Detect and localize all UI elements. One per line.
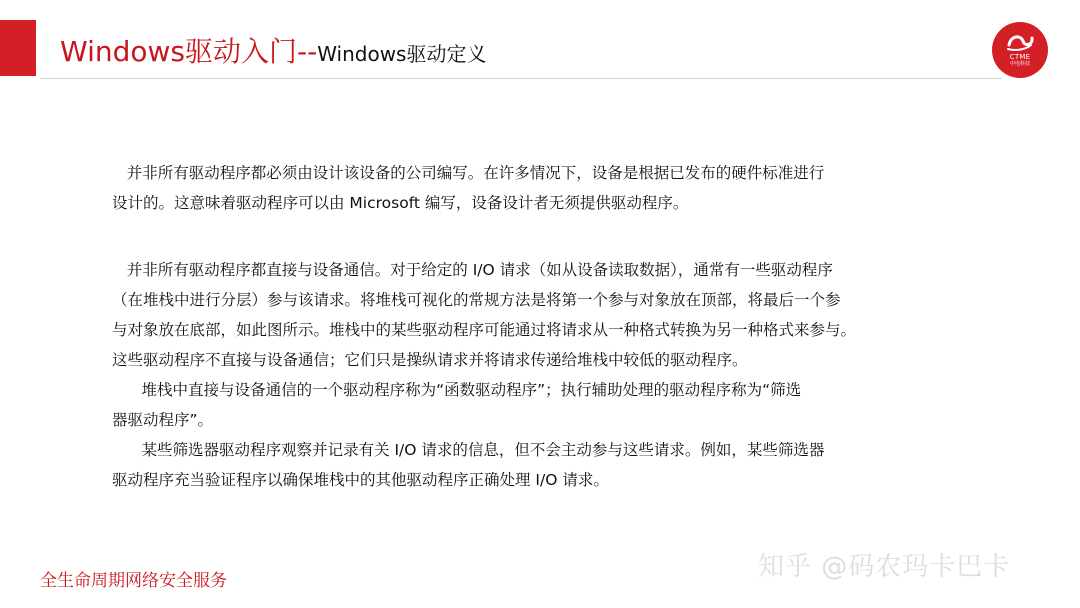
title-accent-bar (0, 20, 36, 76)
text-line: 与对象放在底部，如此图所示。堆栈中的某些驱动程序可能通过将请求从一种格式转换为另一种格式来参与。 (112, 321, 857, 339)
text-line: 这些驱动程序不直接与设备通信；它们只是操纵请求并将请求传递给堆栈中较低的驱动程序。 (112, 351, 748, 369)
footer-slogan: 全生命周期网络安全服务 (40, 571, 227, 591)
logo-cn-text: 中电科技 (1009, 61, 1030, 67)
text-line: （在堆栈中进行分层）参与该请求。将堆栈可视化的常规方法是将第一个参与对象放在顶部，将最后一个参 (112, 291, 841, 309)
zhihu-watermark: 知乎 @码农玛卡巴卡 (758, 552, 1011, 582)
text-line: 并非所有驱动程序都必须由设计该设备的公司编写。在许多情况下，设备是根据已发布的硬件标准进行 (112, 164, 825, 182)
ctme-logo (992, 22, 1048, 78)
paragraph-1 (112, 158, 992, 218)
logo-text: CTME (1009, 53, 1031, 61)
logo-swirl-icon (1005, 33, 1035, 53)
paragraph-gap (112, 218, 992, 255)
text-line: 堆栈中直接与设备通信的一个驱动程序称为“函数驱动程序”；执行辅助处理的驱动程序称为“筛选 (112, 381, 802, 399)
paragraph-2 (112, 255, 992, 375)
page-title-main: Windows驱动入门-- (60, 35, 318, 68)
text-line: 器驱动程序”。 (112, 411, 214, 429)
title-divider (40, 78, 1002, 79)
page-title (60, 34, 486, 74)
text-line: 设计的。这意味着驱动程序可以由 Microsoft 编写，设备设计者无须提供驱动程序。 (112, 194, 689, 212)
content-body (112, 158, 992, 495)
page-title-sub: Windows驱动定义 (317, 42, 487, 66)
text-line: 并非所有驱动程序都直接与设备通信。对于给定的 I/O 请求（如从设备读取数据），通常有一些驱动程序 (112, 261, 833, 279)
paragraph-4 (112, 435, 992, 495)
text-line: 驱动程序充当验证程序以确保堆栈中的其他驱动程序正确处理 I/O 请求。 (112, 471, 609, 489)
paragraph-3 (112, 375, 992, 435)
text-line: 某些筛选器驱动程序观察并记录有关 I/O 请求的信息，但不会主动参与这些请求。例如，某些筛选器 (112, 441, 825, 459)
